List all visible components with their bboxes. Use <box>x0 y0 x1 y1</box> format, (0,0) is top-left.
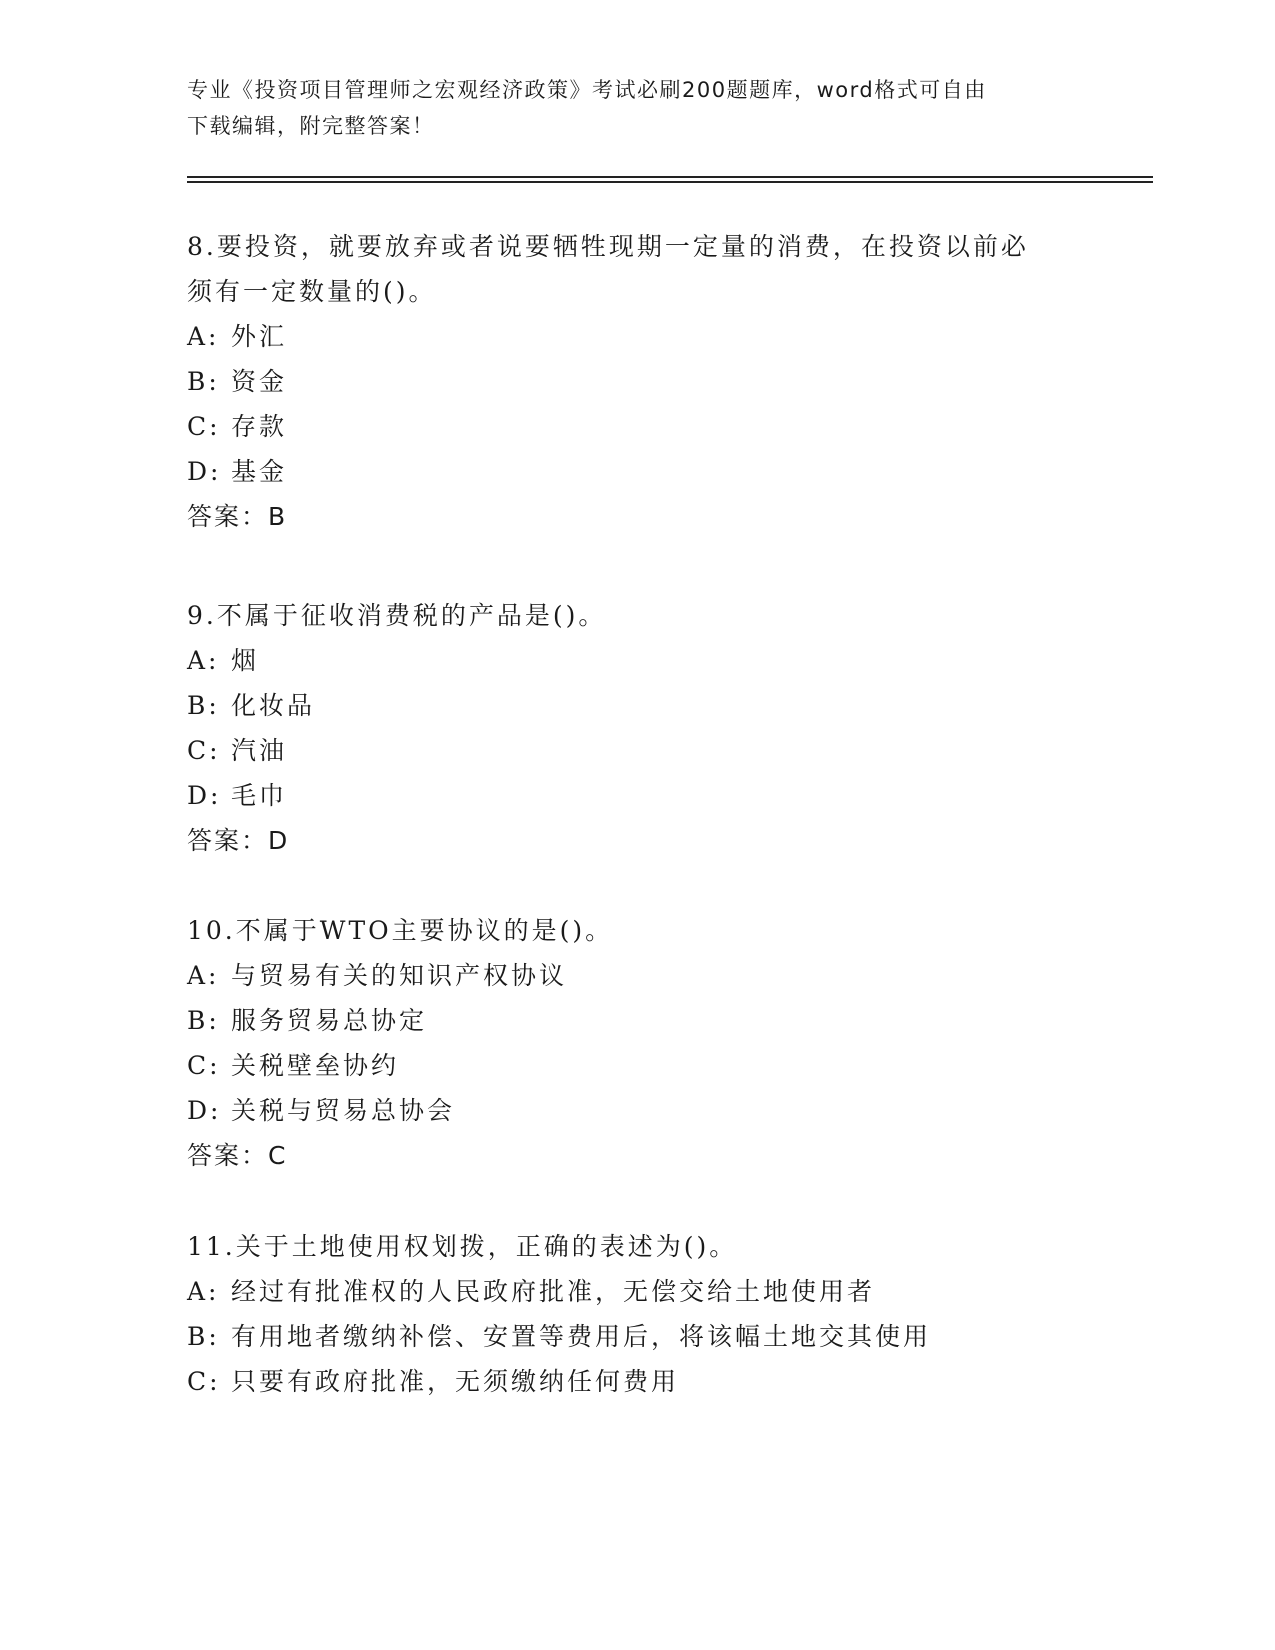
option-b <box>187 359 1087 404</box>
option-text: 只要有政府批准，无须缴纳任何费用 <box>231 1367 680 1396</box>
option-text: 存款 <box>231 412 288 441</box>
answer-line: 答案：B <box>187 502 288 531</box>
option-text: 关税与贸易总协会 <box>231 1096 456 1125</box>
option-a <box>187 1269 1087 1314</box>
rule-line <box>187 176 1153 178</box>
option-text: 毛巾 <box>231 781 288 810</box>
header-line-1: 专业《投资项目管理师之宏观经济政策》考试必刷200题题库，word格式可自由 <box>187 78 987 102</box>
header-double-rule <box>187 176 1153 184</box>
option-letter: C: <box>187 1367 221 1396</box>
question-stem: 10.不属于WTO主要协议的是()。 <box>187 916 614 945</box>
option-b <box>187 683 1087 728</box>
option-b <box>187 998 1087 1043</box>
answer-line: 答案：C <box>187 1141 288 1170</box>
option-text: 与贸易有关的知识产权协议 <box>231 961 568 990</box>
option-c <box>187 404 1087 449</box>
option-letter: B: <box>187 367 220 396</box>
option-d <box>187 1088 1087 1133</box>
document-header <box>187 72 1067 144</box>
option-c <box>187 1359 1087 1404</box>
option-text: 资金 <box>231 367 288 396</box>
rule-line <box>187 181 1153 183</box>
question-block <box>187 908 1087 1178</box>
option-c <box>187 728 1087 773</box>
option-b <box>187 1314 1087 1359</box>
option-text: 基金 <box>231 457 288 486</box>
option-letter: D: <box>187 1096 222 1125</box>
question-stem: 须有一定数量的()。 <box>187 277 437 306</box>
option-text: 烟 <box>231 646 260 675</box>
option-a <box>187 953 1087 998</box>
option-letter: A: <box>187 961 220 990</box>
option-text: 有用地者缴纳补偿、安置等费用后，将该幅土地交其使用 <box>231 1322 932 1351</box>
option-d <box>187 449 1087 494</box>
option-letter: B: <box>187 1006 220 1035</box>
option-letter: C: <box>187 1051 221 1080</box>
question-block <box>187 1224 1087 1404</box>
answer-line: 答案：D <box>187 826 290 855</box>
option-text: 汽油 <box>231 736 288 765</box>
option-letter: A: <box>187 322 220 351</box>
option-a <box>187 314 1087 359</box>
option-text: 经过有批准权的人民政府批准，无偿交给土地使用者 <box>231 1277 876 1306</box>
option-text: 关税壁垒协约 <box>231 1051 400 1080</box>
option-letter: B: <box>187 691 220 720</box>
option-c <box>187 1043 1087 1088</box>
option-d <box>187 773 1087 818</box>
header-line-2: 下载编辑，附完整答案！ <box>187 114 435 138</box>
option-text: 外汇 <box>231 322 288 351</box>
option-letter: A: <box>187 646 220 675</box>
option-letter: C: <box>187 412 221 441</box>
question-block <box>187 593 1087 863</box>
question-stem: 11.关于土地使用权划拨，正确的表述为()。 <box>187 1232 738 1261</box>
option-text: 化妆品 <box>231 691 316 720</box>
question-stem: 9.不属于征收消费税的产品是()。 <box>187 601 607 630</box>
question-stem: 8.要投资，就要放弃或者说要牺牲现期一定量的消费，在投资以前必 <box>187 232 1029 261</box>
option-letter: D: <box>187 781 222 810</box>
option-letter: B: <box>187 1322 220 1351</box>
option-text: 服务贸易总协定 <box>231 1006 428 1035</box>
option-letter: D: <box>187 457 222 486</box>
option-letter: C: <box>187 736 221 765</box>
option-a <box>187 638 1087 683</box>
question-block <box>187 224 1087 539</box>
option-letter: A: <box>187 1277 220 1306</box>
